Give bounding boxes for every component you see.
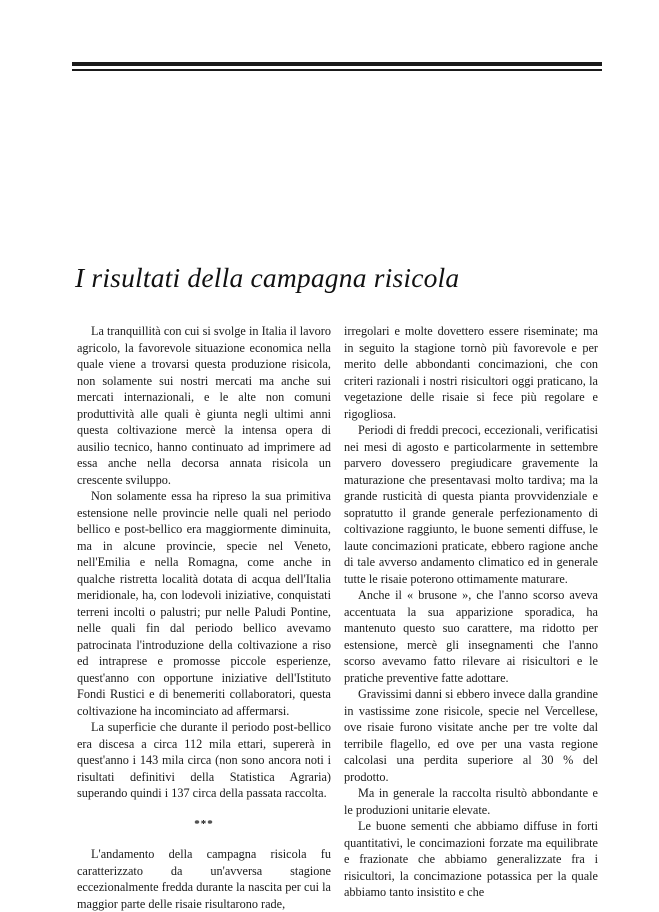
right-column [344, 323, 598, 901]
header-rule-thick [72, 62, 602, 66]
paragraph: La superficie che durante il periodo post-bellico era discesa a circa 112 mila ettari, supererà in quest'anno i 143 mila circa (non sono ancora noti i risultati definitivi della Statistica Agraria) superando quindi i 137 circa della passata raccolta. [77, 720, 331, 800]
left-column [77, 323, 331, 912]
paragraph: La tranquillità con cui si svolge in Italia il lavoro agricolo, la favorevole situazione economica nella quale viene a trovarsi questa produzione risicola, non solamente sui nostri mercati ma anche sui mercati internazionali, e le alte non comuni produttività alle quali è giunta negli ultimi anni questa coltivazione mercè la intensa opera di ausilio tecnico, hanno continuato ad imprimere ad essa anche nella decorsa annata risicola un crescente sviluppo. [77, 324, 331, 487]
paragraph: Gravissimi danni si ebbero invece dalla grandine in vastissime zone risicole, specie nel Vercellese, ove risaie furono visitate anche per tre volte dal terribile flagello, ed ove per una vasta regione calcolasi una perdita superiore al 30 % del prodotto. [344, 687, 598, 784]
paragraph: Anche il « brusone », che l'anno scorso aveva accentuata la sua apparizione sporadica, ha mantenuto questo suo carattere, ma ridotto per estensione, mercè gli insegnamenti che l'anno scorso avevamo fatto rilevare ai risicultori e le pratiche preventive fatte adottare. [344, 588, 598, 685]
header-rule-thin [72, 69, 602, 71]
paragraph: irregolari e molte dovettero essere riseminate; ma in seguito la stagione tornò più favorevole e per merito delle abbondanti concimazioni, che con criteri razionali i nostri risicultori oggi praticano, la vegetazione delle risaie si fece più regolare e rigogliosa. [344, 324, 598, 421]
paragraph: Ma in generale la raccolta risultò abbondante e le produzioni unitarie elevate. [344, 786, 598, 817]
paragraph: Le buone sementi che abbiamo diffuse in forti quantitativi, le concimazioni forzate ma equilibrate e frazionate che abbiamo generalizzate fra i risicultori, la concimazione potassica per la quale abbiamo tanto insistito e che [344, 819, 598, 899]
paragraph: Periodi di freddi precoci, eccezionali, verificatisi nei mesi di agosto e particolarmente in settembre parvero dovessero pregiudicare gravemente la maturazione che presentavasi molto tardiva; ma la grande rusticità di questa pianta provvidenziale e sopratutto il grande generale perfezionamento di coltivazione raggiunto, le buone sementi diffuse, le laute concimazioni praticate, ebbero ragione anche di tale avverso andamento climatico ed in generale tutte le risaie poterono ottimamente maturare. [344, 423, 598, 586]
paragraph: Non solamente essa ha ripreso la sua primitiva estensione nelle provincie nelle quali nel periodo bellico e post-bellico era maggiormente diminuita, ma in alcune provincie, specie nel Veneto, nell'Emilia e nella Romagna, come anche in qualche ristretta località dotata di acqua dell'Italia meridionale, ha, con lodevoli iniziative, conquistati terreni incolti o palustri; pur nelle Paludi Pontine, nelle quali fin dal periodo bellico avevamo patrocinata l'introduzione della coltivazione a riso ed intraprese e promosse piccole esperienze, quest'anno con opportune iniziative dell'Istituto Fondi Rustici e di benemeriti collaboratori, questa coltivazione ha incominciato ad affermarsi. [77, 489, 331, 718]
section-separator: *** [194, 817, 214, 830]
article-title: I risultati della campagna risicola [75, 262, 460, 293]
paragraph: L'andamento della campagna risicola fu caratterizzato da un'avversa stagione eccezionalmente fredda durante la nascita per cui la maggior parte delle risaie risultarono rade, [77, 847, 331, 911]
